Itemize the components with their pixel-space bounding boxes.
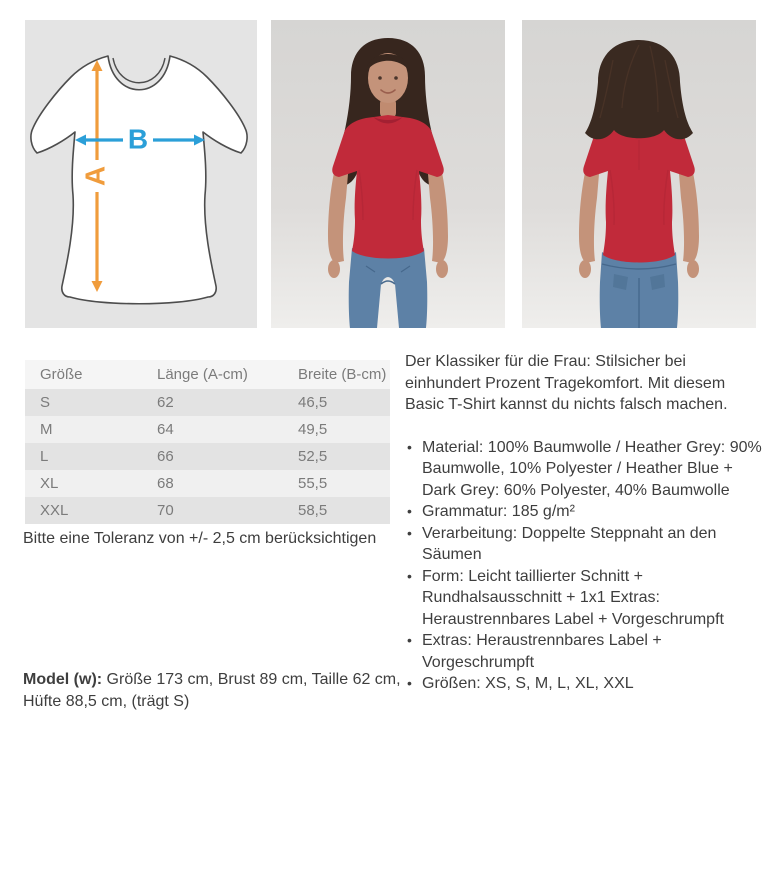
cell-size: S: [25, 389, 142, 416]
back-jeans: [600, 252, 679, 328]
bullet-extras: • Extras: Heraustrennbares Label + Vorgeschrumpft: [405, 630, 765, 673]
model-label: Model (w):: [23, 671, 103, 688]
model-back-photo: [522, 20, 756, 328]
cell-size: XL: [25, 470, 142, 497]
cell-width: 49,5: [283, 416, 390, 443]
cell-width: 46,5: [283, 389, 390, 416]
size-table-header-row: [25, 360, 390, 389]
size-diagram-image: [25, 20, 257, 328]
description-bullet-list: [405, 437, 765, 695]
size-diagram-illustration: [25, 20, 257, 328]
cell-width: 52,5: [283, 443, 390, 470]
size-table: [25, 360, 390, 524]
cell-length: 62: [142, 389, 283, 416]
cell-length: 64: [142, 416, 283, 443]
cell-length: 68: [142, 470, 283, 497]
model-back-illustration: [522, 20, 756, 328]
table-row: [25, 497, 390, 524]
table-row: [25, 389, 390, 416]
bullet-material: • Material: 100% Baumwolle / Heather Grey: 90% Baumwolle, 10% Polyester / Heather Blue + Dark Grey: 60% Polyester, 40% Baumwolle: [405, 437, 765, 502]
description-intro: Der Klassiker für die Frau: Stilsicher bei einhundert Prozent Tragekomfort. Mit diesem Basic T-Shirt kannst du nichts falsch machen.: [405, 353, 728, 413]
model-front-illustration: [271, 20, 505, 328]
cell-width: 55,5: [283, 470, 390, 497]
cell-size: XXL: [25, 497, 142, 524]
model-details: Größe 173 cm, Brust 89 cm, Taille 62 cm, Hüfte 88,5 cm, (trägt S): [23, 671, 401, 710]
cell-size: L: [25, 443, 142, 470]
cell-size: M: [25, 416, 142, 443]
bullet-verarbeitung: • Verarbeitung: Doppelte Steppnaht an den Säumen: [405, 523, 765, 566]
column-header-width: Breite (B-cm): [283, 360, 390, 389]
tolerance-note: Bitte eine Toleranz von +/- 2,5 cm berücksichtigen: [23, 530, 377, 547]
label-b: B: [127, 123, 149, 155]
product-description: [405, 351, 765, 695]
model-front-photo: [271, 20, 505, 328]
cell-length: 70: [142, 497, 283, 524]
label-a: A: [79, 165, 111, 187]
table-row: [25, 470, 390, 497]
bullet-groessen: • Größen: XS, S, M, L, XL, XXL: [405, 673, 765, 695]
bullet-grammatur: • Grammatur: 185 g/m²: [405, 501, 765, 523]
cell-length: 66: [142, 443, 283, 470]
bullet-form: • Form: Leicht taillierter Schnitt + Rundhalsausschnitt + 1x1 Extras: Heraustrennbares Label + Vorgeschrumpft: [405, 566, 765, 631]
column-header-size: Größe: [25, 360, 142, 389]
table-row: [25, 416, 390, 443]
cell-width: 58,5: [283, 497, 390, 524]
table-row: [25, 443, 390, 470]
model-measurements: [23, 669, 401, 713]
column-header-length: Länge (A-cm): [142, 360, 283, 389]
